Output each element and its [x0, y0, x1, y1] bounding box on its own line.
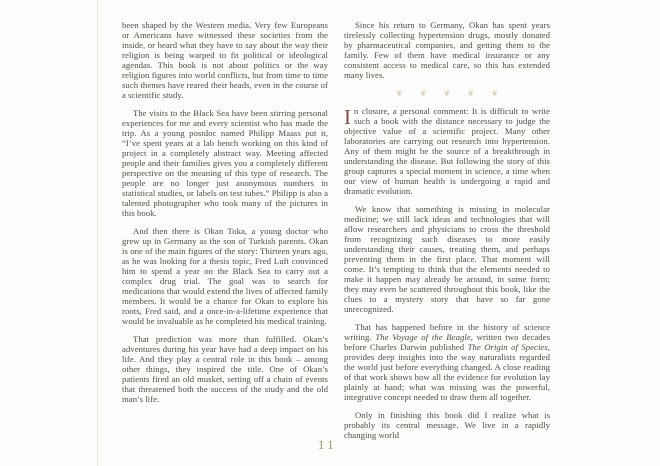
text-columns [122, 21, 550, 450]
right-column [344, 21, 550, 450]
left-column [122, 21, 328, 450]
text-run: Since his return to Germany, Okan has spent years tirelessly collecting hypertension drugs, mostly donated by pharmaceutical companies, and getting them to the family. Few of them have medical insurance or any consistent access to medical care, so this has extended many lives. [344, 20, 550, 80]
paragraph [344, 205, 550, 314]
text-run: We know that something is missing in molecular medicine; we still lack ideas and technologies that will allow researchers and physicians to cross the threshold from recognizing such diseases to more easily understanding their causes, treating them, and perhaps preventing them in the first place. That moment will come. It’s tempting to think that the elements needed to make it happen may already be around, in some form; they may even be scattered throughout this book, like the clues to a mystery story that have so far gone unrecognized. [344, 204, 550, 314]
paragraph [122, 227, 328, 327]
text-run: That has happened before in the history of science writing. [344, 322, 550, 343]
text-run: And then there is Okan Toka, a young doctor who grew up in Germany as the son of Turkish parents. Okan is one of the main figures of the story: Thirteen years ago, as he was looking for a thesis topic, Fred Luft convinced him to spend a year on the Black Sea to carry out a complex drug trial. The goal was to search for medications that would extend the lives of affected family members. It would be a chance for Okan to explore his roots, Fred said, and a once-in-a-lifetime experience that would be invaluable as he completed his medical training. [122, 226, 328, 326]
text-run: That prediction was more than fulfilled. Okan’s adventures during his year have had a deep impact on his life. And they play a central role in this book – among other things, they inspired the title. One of Okan’s patients fired an old musket, setting off a chain of events that threatened both the success of the study and the old man’s life. [122, 334, 328, 404]
text-run: n closure, a personal comment: It is difficult to write such a book with the distance necessary to judge the objective value of a scientific project. Many other laboratories are carrying out research into hypertension. Any of them might be the source of a breakthrough in understanding the disease. But following the story of this group captures a special moment in science, a time when our view of human health is undergoing a rapid and dramatic evolution. [344, 106, 550, 196]
paragraph [344, 21, 550, 81]
text-run: been shaped by the Western media. Very few Europeans or Americans have witnessed these societies from the inside, or heard what they have to say about the way their religion is being warped to fit political or ideological agendas. This book is not about politics or the way religion figures into world conflicts, but from time to time such themes have reared their heads, even in the course of a scientific study. [122, 20, 328, 100]
text-run: Only in finishing this book did I realize what is probably its central message. We live in a rapidly changing world [344, 410, 550, 441]
text-run: The visits to the Black Sea have been stirring personal experiences for me and every scientist who has made the trip. As a young postdoc named Philipp Maass put it, “I’ve spent years at a lab bench working on this kind of project in a completely abstract way. Meeting affected people and their families gives you a completely different perspective on the meaning of this type of research. The people are no longer just anonymous numbers in statistical studies, or labels on test tubes.” Philipp is also a talented photographer who took many of the pictures in this book. [122, 108, 328, 218]
paragraph [344, 107, 550, 197]
text-run: , provides deep insights into the way naturalists regarded the world just before everything changed. A close reading of that work shows how all the evidence for evolution lay plainly at hand; what was missing was the powerful, integrative concept needed to draw them all together. [344, 342, 550, 402]
text-run: , written two decades before Charles Darwin published [344, 332, 551, 353]
paragraph [122, 335, 328, 405]
drop-cap: I [344, 105, 352, 130]
paragraph [344, 323, 550, 403]
book-title-italic: The Voyage of the Beagle [375, 332, 471, 343]
page-fold-line [97, 0, 98, 466]
paragraph [344, 411, 550, 441]
page-number: 11 [317, 438, 338, 452]
paragraph [122, 109, 328, 218]
book-title-italic: The Origin of Species [467, 342, 548, 353]
paragraph [122, 21, 328, 101]
section-divider-fleuron-divider-icon: ❦ ❦ ❦ ❦ ❦ [395, 89, 506, 100]
